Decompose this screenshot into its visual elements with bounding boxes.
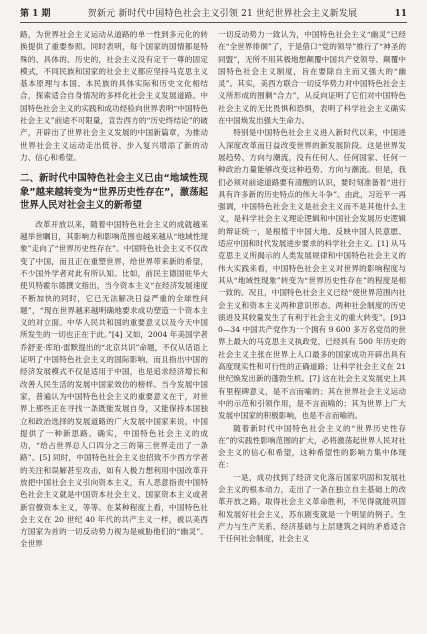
paragraph: 改革开放以来，随着中国特色社会主义的成就越来越举世瞩目，其影响力和影响范围也越来越从“地域性现象”走向了“世界历史性存在”。中国特色社会主义不仅改变了中国，而且正在重塑世界，给世界带来新的希望，不少国外学者对此有所认知。比如，前民主德国驻华大使贝特霍尔德撰文指出，当今资本主义“在经济发展速度不断加快的同时，它已无法解决日益严重的全球性问题”，“现在世界越来越明确地要求成功塑造一个资本主义的对立面。中华人民共和国的重要意义以及今天中国所发生的一切也正在于此。”[4] 又如，2004 年美国学者乔舒亚·库珀·雷默提出的“北京共识”命题，不仅从话语上证明了中国特色社会主义的国际影响，而且指出中国的经济发展模式不仅是适用于中国，也是追求经济增长和改善人民生活的发展中国家效仿的榜样。当今发展中国家，普遍认为中国特色社会主义的重要意义在于，对世界上那些正在寻找一条既能发展自身，又能保持本国独立和政治选择的发展道路的广大发展中国家来说，中国提供了一种新思路。确实，中国特色社会主义的成功，“给占世界总人口四分之三的第三世界走出了一条路”。[5] 同时，中国特色社会主义也招致不少西方学者的关注和误解甚至攻击，如有人极力想利用中国改革开放把中国社会主义引向资本主义，有人恶意指责中国特色社会主义就是中国资本社会主义、国家资本主义或者新官僚资本主义，等等。在某种程度上看，中国特色社会主义在 20 世纪 40 年代的共产主义一样，被以美西方国家为首的一切反动势力视为是威胁他们的“幽灵”。全世界: [20, 219, 208, 549]
page-number: 11: [394, 9, 407, 19]
paragraph-continued: 一切反动势力一致认为，中国特色社会主义“幽灵”已经在“全世界徘徊”了，于是借口“党的领导”推行了“神圣的同盟”，无所不用其极地想颠覆中国共产党领导、颠覆中国特色社会主义制度，旨在要除自主而又强大的“幽灵”。其实，美西方联合一切反华势力对中国特色社会主义所形成的围剿“合力”，从反向证明了它们对中国特色社会主义的无比畏惧和恐惧，表明了科学社会主义确实在中国焕发出强大生命力。: [218, 30, 406, 126]
left-column: [20, 29, 208, 551]
issue-label: 第 1 期: [20, 9, 51, 19]
two-column-body: [20, 29, 407, 551]
paragraph: 特别是中国特色社会主义进入新时代以来，中国进入深度改革而日益改变世界的新发展阶段。这是世界发展趋势、方向与潮流，没有任何人、任何国家、任何一种政治力量能够改变这种趋势、方向与潮流。但是，我们必须对前途道路要有清醒的认识，要时刻准备着“进行具有许多新的历史特点的伟大斗争”。由此，习近平一再强调，中国特色社会主义是社会主义而不是其他什么主义，是科学社会主义理论逻辑和中国社会发展历史逻辑的辩证统一，是根植于中国大地、反映中国人民意愿、适应中国和时代发展进步要求的科学社会主义。[1] 从马克思主义所揭示的人类发展规律和中国特色社会主义的伟大实践来看，中国特色社会主义对世界的影响程度与其从“地域性现象”转变为“世界历史性存在”的程度是相一致的。况且，中国特色社会主义已经“使世界范围内社会主义和资本主义两种意识形态、两种社会制度的历史演进及其较量发生了有利于社会主义的重大转变”。[9]30—34 中国共产党作为一个拥有 9 600 多万名党员的世界上最大的马克思主义执政党，已经具有 500 年历史的社会主义主张在世界上人口最多的国家成功开辟出具有高度现实性和可行性的正确道路；让科学社会主义在 21 世纪焕发出新的蓬勃生机。[7] 这在社会主义发展史上具有里程碑意义，是不言而喻的；其在世界社会主义运动中的示范和引领作用，是不言而喻的；其为世界上广大发展中国家的积极影响，也是不言而喻的。: [218, 128, 406, 421]
running-title: 贺新元 新时代中国特色社会主义引领 21 世纪世界社会主义新发展: [87, 9, 358, 19]
paragraph: 随着新时代中国特色社会主义的“世界历史性存在”的实践性影响范围的扩大，必将激荡起世界人民对社会主义的信心和希望，这种希望性的影响力集中体现在：: [218, 423, 406, 470]
paragraph-continued: 路，为世界社会主义运动从道路的单一性到多元化的转换提供了重要参照。同时表明，每个国家的国情都是特殊的、具体的、历史的，社会主义没有定于一尊的固定模式，不同民族和国家的社会主义都应坚持马克思主义基本原理与本国、本民族的具体实际和历史文化相结合，探索适合自身情况的多样化社会主义发展道路。中国特色社会主义的实践和成功经验向世界表明“中国特色社会主义”前途不可限量，宣告西方的“历史终结论”的破产，开辟出了世界社会主义发展的中国新篇章，为推动世界社会主义运动走出低谷、步入复兴增添了新的动力、信心和希望。: [20, 30, 208, 162]
paragraph: 一是，成功找到了经济文化落后国家巩固和发展社会主义的根本动力，走出了一条在独立自主基础上的改革开放之路。取得社会主义革命胜利，不见得就能巩固和发展好社会主义，苏东剧变就是一个明显的例子。生产力与生产关系、经济基础与上层建筑之间的矛盾适合于任何社会制度，社会主义: [218, 472, 406, 544]
running-header: [20, 6, 407, 23]
right-column: [218, 29, 406, 551]
section-heading: 二、新时代中国特色社会主义已由“地域性现象”越来越转变为“世界历史性存在”，激荡起世界人民对社会主义的新希望: [20, 173, 208, 212]
